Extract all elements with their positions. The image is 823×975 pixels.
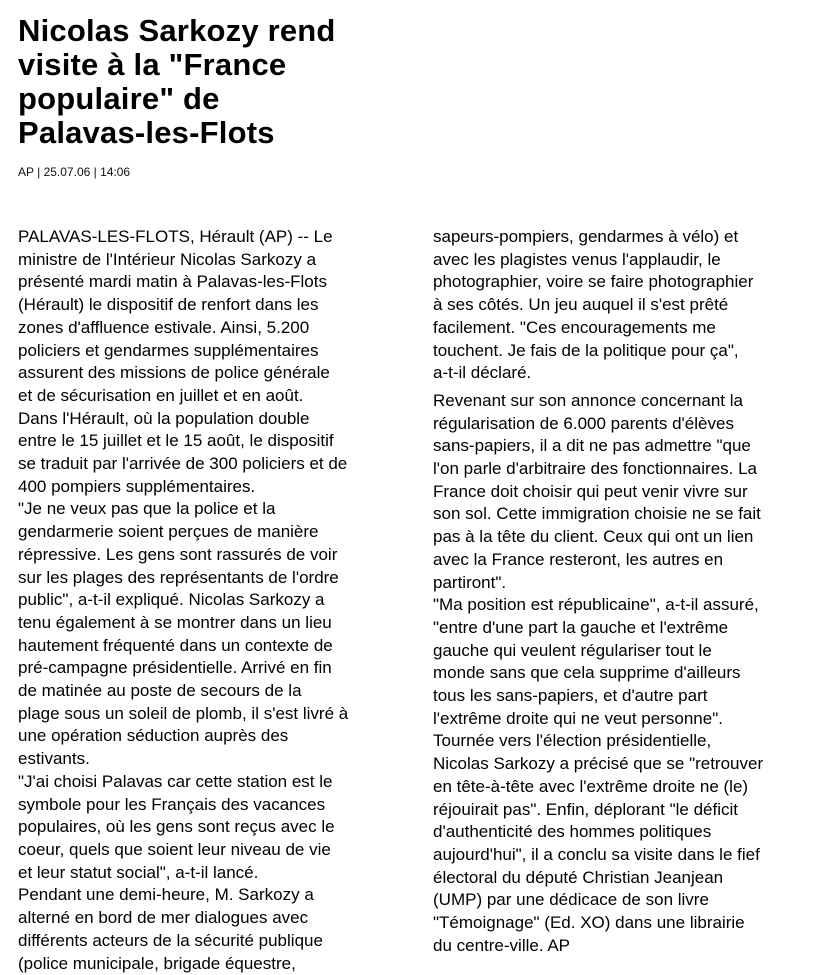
text-line: et leur statut social", a-t-il lancé.: [18, 862, 410, 885]
text-line: touchent. Je fais de la politique pour ça",: [433, 340, 813, 363]
text-line: entre le 15 juillet et le 15 août, le dispositif: [18, 430, 410, 453]
text-line: Revenant sur son annonce concernant la: [433, 390, 813, 413]
text-line: (police municipale, brigade équestre,: [18, 953, 410, 975]
text-line: (Hérault) le dispositif de renfort dans les: [18, 294, 410, 317]
text-line: monde sans que cela supprime d'ailleurs: [433, 662, 813, 685]
text-line: ministre de l'Intérieur Nicolas Sarkozy a: [18, 249, 410, 272]
text-line: d'authenticité des hommes politiques: [433, 821, 813, 844]
article-paragraph: [18, 884, 410, 975]
text-line: l'extrême droite qui ne veut personne".: [433, 708, 813, 731]
text-line: en tête-à-tête avec l'extrême droite ne (le): [433, 776, 813, 799]
text-line: "entre d'une part la gauche et l'extrême: [433, 617, 813, 640]
text-line: sapeurs-pompiers, gendarmes à vélo) et: [433, 226, 813, 249]
text-line: populaires, où les gens sont reçus avec le: [18, 816, 410, 839]
text-line: partiront".: [433, 572, 813, 595]
text-line: France doit choisir qui peut venir vivre sur: [433, 481, 813, 504]
left-text-column: [18, 226, 410, 975]
text-line: à ses côtés. Un jeu auquel il s'est prêté: [433, 294, 813, 317]
right-text-column: [433, 226, 813, 958]
text-line: gauche qui veulent régulariser tout le: [433, 640, 813, 663]
text-line: policiers et gendarmes supplémentaires: [18, 340, 410, 363]
text-line: symbole pour les Français des vacances: [18, 794, 410, 817]
article-paragraph: [18, 771, 410, 885]
text-line: photographier, voire se faire photographier: [433, 271, 813, 294]
article-paragraph: [18, 498, 410, 770]
text-line: "Je ne veux pas que la police et la: [18, 498, 410, 521]
text-line: "J'ai choisi Palavas car cette station est le: [18, 771, 410, 794]
text-line: présenté mardi matin à Palavas-les-Flots: [18, 271, 410, 294]
text-line: assurent des missions de police générale: [18, 362, 410, 385]
text-line: coeur, quels que soient leur niveau de vie: [18, 839, 410, 862]
text-line: sans-papiers, il a dit ne pas admettre "que: [433, 435, 813, 458]
text-line: pas à la tête du client. Ceux qui ont un lien: [433, 526, 813, 549]
text-line: zones d'affluence estivale. Ainsi, 5.200: [18, 317, 410, 340]
text-line: une opération séduction auprès des: [18, 725, 410, 748]
text-line: avec la France resteront, les autres en: [433, 549, 813, 572]
text-line: différents acteurs de la sécurité publique: [18, 930, 410, 953]
text-line: (UMP) par une dédicace de son livre: [433, 889, 813, 912]
text-line: facilement. "Ces encouragements me: [433, 317, 813, 340]
text-line: réjouirait pas". Enfin, déplorant "le déficit: [433, 799, 813, 822]
article-byline: AP | 25.07.06 | 14:06: [18, 165, 130, 179]
article-paragraph: [433, 390, 813, 594]
text-line: régularisation de 6.000 parents d'élèves: [433, 413, 813, 436]
headline-line: populaire" de: [18, 82, 398, 116]
text-line: "Ma position est républicaine", a-t-il assuré,: [433, 594, 813, 617]
article-paragraph: [433, 730, 813, 957]
text-line: se traduit par l'arrivée de 300 policiers et de: [18, 453, 410, 476]
text-line: Dans l'Hérault, où la population double: [18, 408, 410, 431]
text-line: PALAVAS-LES-FLOTS, Hérault (AP) -- Le: [18, 226, 410, 249]
headline-line: visite à la "France: [18, 48, 398, 82]
article-headline: [18, 14, 398, 150]
text-line: Nicolas Sarkozy a précisé que se "retrouver: [433, 753, 813, 776]
text-line: alterné en bord de mer dialogues avec: [18, 907, 410, 930]
text-line: Pendant une demi-heure, M. Sarkozy a: [18, 884, 410, 907]
text-line: 400 pompiers supplémentaires.: [18, 476, 410, 499]
headline-line: Nicolas Sarkozy rend: [18, 14, 398, 48]
article-paragraph: [433, 594, 813, 730]
text-line: électoral du député Christian Jeanjean: [433, 867, 813, 890]
text-line: répressive. Les gens sont rassurés de voir: [18, 544, 410, 567]
text-line: Tournée vers l'élection présidentielle,: [433, 730, 813, 753]
text-line: gendarmerie soient perçues de manière: [18, 521, 410, 544]
article-paragraph: [18, 408, 410, 499]
text-line: plage sous un soleil de plomb, il s'est livré à: [18, 703, 410, 726]
text-line: sur les plages des représentants de l'ordre: [18, 567, 410, 590]
text-line: l'on parle d'arbitraire des fonctionnaires. La: [433, 458, 813, 481]
text-line: "Témoignage" (Ed. XO) dans une librairie: [433, 912, 813, 935]
text-line: du centre-ville. AP: [433, 935, 813, 958]
text-line: public", a-t-il expliqué. Nicolas Sarkozy a: [18, 589, 410, 612]
text-line: hautement fréquenté dans un contexte de: [18, 635, 410, 658]
text-line: tenu également à se montrer dans un lieu: [18, 612, 410, 635]
text-line: de matinée au poste de secours de la: [18, 680, 410, 703]
text-line: avec les plagistes venus l'applaudir, le: [433, 249, 813, 272]
text-line: son sol. Cette immigration choisie ne se fait: [433, 503, 813, 526]
text-line: estivants.: [18, 748, 410, 771]
text-line: aujourd'hui", il a conclu sa visite dans le fief: [433, 844, 813, 867]
article-paragraph: [18, 226, 410, 408]
article-paragraph: [433, 226, 813, 385]
text-line: pré-campagne présidentielle. Arrivé en fin: [18, 657, 410, 680]
text-line: et de sécurisation en juillet et en août.: [18, 385, 410, 408]
headline-line: Palavas-les-Flots: [18, 116, 398, 150]
text-line: tous les sans-papiers, et d'autre part: [433, 685, 813, 708]
text-line: a-t-il déclaré.: [433, 362, 813, 385]
